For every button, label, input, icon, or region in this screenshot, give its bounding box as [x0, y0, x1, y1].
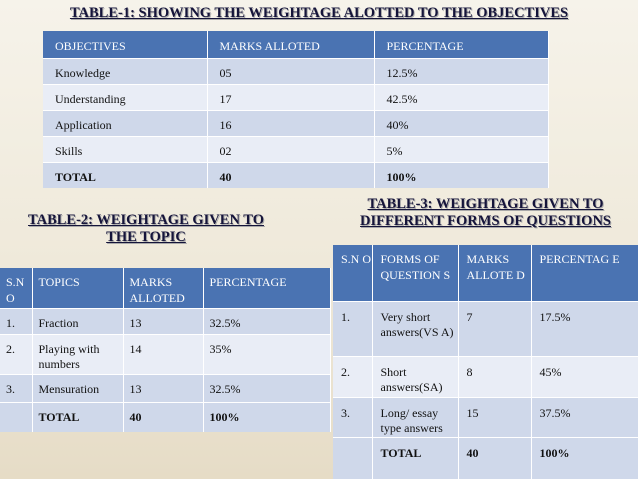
table-header-row	[43, 31, 548, 58]
table3-title-line2: DIFFERENT FORMS OF QUESTIONS	[360, 213, 611, 229]
cell: 2.	[333, 356, 372, 397]
cell: 5%	[374, 136, 548, 162]
header-topics: TOPICS	[32, 268, 123, 308]
cell: 13	[123, 308, 203, 334]
table-row	[0, 374, 330, 402]
cell: 17.5%	[531, 301, 638, 356]
cell: 37.5%	[531, 397, 638, 437]
total-row	[0, 402, 330, 432]
cell: 32.5%	[203, 308, 330, 334]
cell: TOTAL	[43, 162, 207, 188]
total-row	[333, 437, 638, 479]
table1-title: TABLE-1: SHOWING THE WEIGHTAGE ALOTTED TO THE OBJECTIVES	[69, 5, 569, 21]
cell: 02	[207, 136, 374, 162]
table2-title-line2: THE TOPIC	[106, 229, 186, 245]
cell: Playing with numbers	[32, 334, 123, 374]
cell: 15	[458, 397, 531, 437]
table-row	[43, 110, 548, 136]
header-forms: FORMS OF QUESTION S	[372, 245, 458, 301]
cell: Mensuration	[32, 374, 123, 402]
cell: Knowledge	[43, 58, 207, 84]
header-marks: MARKS ALLOTED	[207, 31, 374, 58]
question-forms-table	[333, 245, 638, 479]
cell: TOTAL	[372, 437, 458, 479]
cell	[333, 437, 372, 479]
header-percentage: PERCENTAGE	[203, 268, 330, 308]
cell: 16	[207, 110, 374, 136]
cell: 100%	[203, 402, 330, 432]
header-percentage: PERCENTAG E	[531, 245, 638, 301]
table3-title	[333, 196, 638, 230]
cell: 3.	[333, 397, 372, 437]
cell: 12.5%	[374, 58, 548, 84]
cell: Fraction	[32, 308, 123, 334]
table2-title-line1: TABLE-2: WEIGHTAGE GIVEN TO	[28, 212, 264, 228]
table3-title-line1: TABLE-3: WEIGHTAGE GIVEN TO	[367, 196, 604, 212]
total-row	[43, 162, 548, 188]
cell: 40	[458, 437, 531, 479]
table-header-row	[0, 268, 330, 308]
cell: 42.5%	[374, 84, 548, 110]
header-marks: MARKS ALLOTED	[123, 268, 203, 308]
cell: Application	[43, 110, 207, 136]
table-row	[43, 84, 548, 110]
header-objectives: OBJECTIVES	[43, 31, 207, 58]
cell: 13	[123, 374, 203, 402]
topic-table	[0, 268, 331, 432]
table-row	[0, 334, 330, 374]
table-row	[43, 58, 548, 84]
table2-title	[0, 212, 292, 246]
cell: 45%	[531, 356, 638, 397]
cell: 40	[123, 402, 203, 432]
cell: Long/ essay type answers	[372, 397, 458, 437]
table-header-row	[333, 245, 638, 301]
cell: 32.5%	[203, 374, 330, 402]
table-row	[333, 397, 638, 437]
cell: 17	[207, 84, 374, 110]
cell: 2.	[0, 334, 32, 374]
cell: 1.	[0, 308, 32, 334]
header-marks: MARKS ALLOTE D	[458, 245, 531, 301]
cell: 40%	[374, 110, 548, 136]
table-row	[333, 356, 638, 397]
objectives-table	[43, 31, 549, 188]
cell: TOTAL	[32, 402, 123, 432]
cell: Skills	[43, 136, 207, 162]
cell: Very short answers(VS A)	[372, 301, 458, 356]
cell: 7	[458, 301, 531, 356]
cell: Short answers(SA)	[372, 356, 458, 397]
cell: 14	[123, 334, 203, 374]
header-sno: S.N O	[0, 268, 32, 308]
cell: 05	[207, 58, 374, 84]
cell: Understanding	[43, 84, 207, 110]
cell: 40	[207, 162, 374, 188]
cell	[0, 402, 32, 432]
table-row	[0, 308, 330, 334]
table-row	[43, 136, 548, 162]
cell: 100%	[531, 437, 638, 479]
table-row	[333, 301, 638, 356]
cell: 100%	[374, 162, 548, 188]
header-sno: S.N O	[333, 245, 372, 301]
header-percentage: PERCENTAGE	[374, 31, 548, 58]
cell: 1.	[333, 301, 372, 356]
cell: 35%	[203, 334, 330, 374]
cell: 8	[458, 356, 531, 397]
cell: 3.	[0, 374, 32, 402]
